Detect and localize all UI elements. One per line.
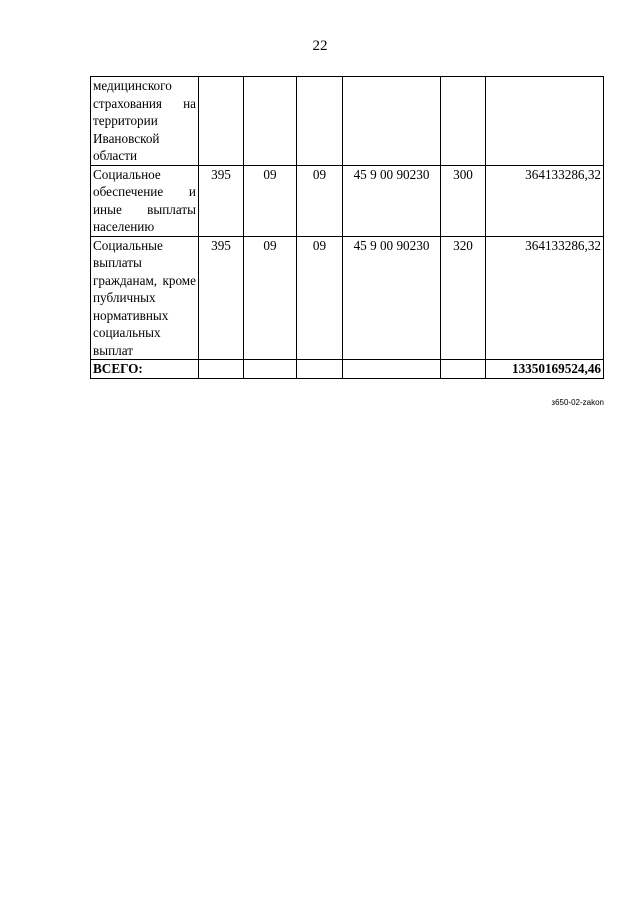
table-row (91, 77, 604, 166)
page-number: 22 (312, 38, 328, 54)
cell-subsection: 09 (297, 236, 343, 360)
cell-section (244, 77, 297, 166)
document-code: з650-02-zakon (551, 398, 604, 407)
cell-amount: 364133286,32 (486, 165, 604, 236)
cell-subsection (297, 77, 343, 166)
cell-expense-type: 320 (441, 236, 486, 360)
row-name: медицинского страхования на территории Ивановской области (91, 77, 199, 166)
cell-amount (486, 77, 604, 166)
empty-cell (244, 360, 297, 379)
cell-amount: 364133286,32 (486, 236, 604, 360)
cell-ministry: 395 (199, 165, 244, 236)
empty-cell (297, 360, 343, 379)
empty-cell (441, 360, 486, 379)
budget-table (90, 76, 604, 379)
cell-target-article: 45 9 00 90230 (343, 165, 441, 236)
empty-cell (343, 360, 441, 379)
row-name: Социальные выплаты гражданам, кроме публичных нормативных социальных выплат (91, 236, 199, 360)
total-row (91, 360, 604, 379)
cell-target-article (343, 77, 441, 166)
cell-expense-type (441, 77, 486, 166)
cell-section: 09 (244, 236, 297, 360)
table-row (91, 165, 604, 236)
cell-subsection: 09 (297, 165, 343, 236)
table-row (91, 236, 604, 360)
cell-section: 09 (244, 165, 297, 236)
cell-ministry: 395 (199, 236, 244, 360)
cell-ministry (199, 77, 244, 166)
cell-expense-type: 300 (441, 165, 486, 236)
total-amount: 13350169524,46 (486, 360, 604, 379)
empty-cell (199, 360, 244, 379)
row-name: Социальное обеспечение и иные выплаты населению (91, 165, 199, 236)
total-label: ВСЕГО: (91, 360, 199, 379)
cell-target-article: 45 9 00 90230 (343, 236, 441, 360)
